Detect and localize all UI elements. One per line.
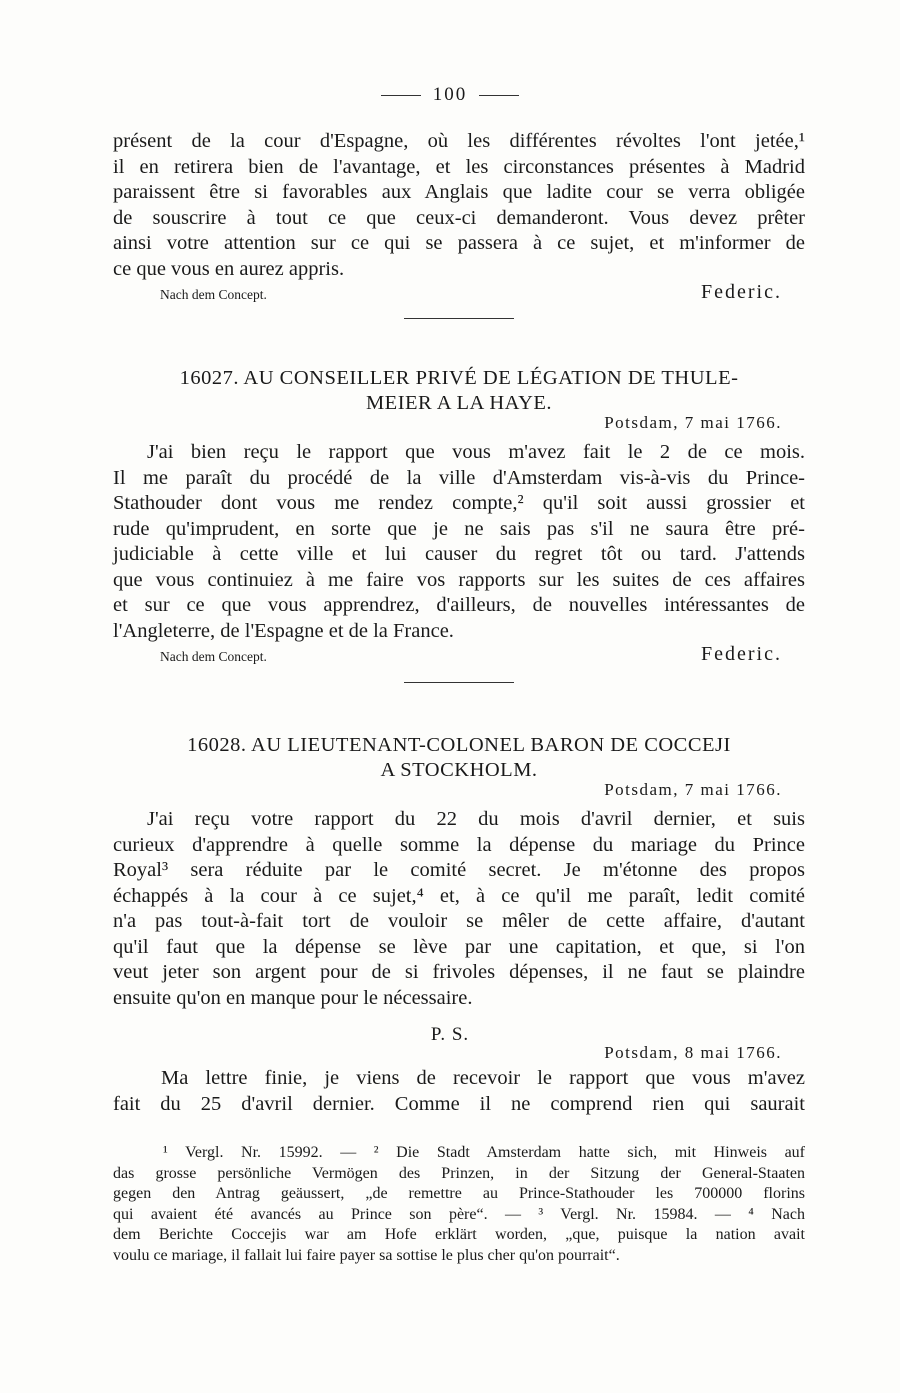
text-line: judiciable à cette ville et lui causer du regret tôt ou tard. J'attends (113, 543, 805, 565)
text-line: l'Angleterre, de l'Espagne et de la France. (113, 619, 454, 642)
separator-rule (404, 682, 514, 683)
signature: Federic. (701, 643, 782, 665)
text-line: ainsi votre attention sur ce qui se passera à ce sujet, et m'informer de (113, 232, 805, 254)
dateline: Potsdam, 7 mai 1766. (604, 780, 782, 799)
source-note: Nach dem Concept. (160, 649, 267, 664)
text-line: rude qu'imprudent, en sorte que je ne sais pas s'il ne saura être pré- (113, 517, 805, 540)
text-line: Il me paraît du procédé de la ville d'Amsterdam vis-à-vis du Prince- (113, 466, 805, 489)
separator-rule (404, 318, 514, 319)
signature: Federic. (701, 281, 782, 303)
postscript-body (113, 1066, 805, 1117)
heading-line: MEIER A LA HAYE. (365, 392, 553, 414)
page-number: 100 (432, 84, 468, 105)
text-line: Stathouder dont vous me rendez compte,² qu'il soit aussi grossier et (113, 492, 805, 514)
text-line: échappés à la cour à ce sujet,⁴ et, à ce qu'il me paraît, ledit comité (113, 884, 805, 907)
footnote-line: qui avaient été avancés au Prince son père“. — ³ Vergl. Nr. 15984. — ⁴ Nach (113, 1205, 805, 1223)
closing-row (160, 281, 782, 307)
footnote-line: gegen den Antrag geäussert, „de remettre au Prince-Stathouder les 700000 florins (113, 1185, 805, 1202)
heading-line: 16028. AU LIEUTENANT-COLONEL BARON DE COCCEJI (187, 734, 731, 756)
text-line: ce que vous en aurez appris. (113, 257, 345, 280)
text-line: que vous continuiez à me faire vos rapports sur les suites de ces affaires (113, 568, 805, 591)
text-line: de souscrire à tout ce que ceux-ci demanderont. Vous devez prêter (113, 206, 805, 229)
text-line: J'ai reçu votre rapport du 22 du mois d'avril dernier, et suis (147, 808, 805, 830)
footnote-line: dem Berichte Coccejis war am Hofe erklärt worden, „que, puisque la nation avait (113, 1226, 805, 1243)
text-line: Ma lettre finie, je viens de recevoir le rapport que vous m'avez (161, 1067, 805, 1089)
letter-body (113, 440, 805, 644)
footnote-line: voulu ce mariage, il fallait lui faire payer sa sottise le plus cher qu'on pourrait“. (113, 1246, 620, 1264)
postscript-dateline: Potsdam, 8 mai 1766. (604, 1043, 782, 1062)
closing-row (160, 643, 782, 669)
footnotes (113, 1143, 805, 1266)
footnote-line: ¹ Vergl. Nr. 15992. — ² Die Stadt Amsterdam hatte sich, mit Hinweis auf (163, 1144, 805, 1161)
text-line: et sur ce que vous apprendrez, d'ailleurs, de nouvelles intéressantes de (113, 594, 805, 616)
text-line: paraissent être si favorables aux Anglais que ladite cour se verra obligée (113, 181, 805, 203)
header-dash-left (381, 95, 421, 96)
text-line: J'ai bien reçu le rapport que vous m'avez fait le 2 de ce mois. (147, 441, 805, 463)
text-line: fait du 25 d'avril dernier. Comme il ne comprend rien qui saurait (113, 1092, 805, 1115)
dateline: Potsdam, 7 mai 1766. (604, 413, 782, 432)
page-header (0, 84, 900, 106)
text-line: présent de la cour d'Espagne, où les différentes révoltes l'ont jetée,¹ (113, 130, 805, 152)
source-note: Nach dem Concept. (160, 287, 267, 302)
text-line: n'a pas tout-à-fait tort de vouloir se mêler de cette affaire, d'autant (113, 910, 805, 932)
footnote-line: das grosse persönliche Vermögen des Prinzen, in der Sitzung der General-Staaten (113, 1164, 805, 1182)
letter-body (113, 807, 805, 1011)
text-line: curieux d'apprendre à quelle somme la dépense du mariage du Prince (113, 833, 805, 856)
letter-heading (113, 366, 805, 416)
heading-line: 16027. AU CONSEILLER PRIVÉ DE LÉGATION DE THULE- (179, 367, 739, 389)
continuation-paragraph (113, 129, 805, 282)
text-line: ensuite qu'on en manque pour le nécessaire. (113, 986, 473, 1009)
text-line: veut jeter son argent pour de si frivoles dépenses, il ne faut se plaindre (113, 961, 805, 983)
text-line: il en retirera bien de l'avantage, et les circonstances présentes à Madrid (113, 155, 805, 178)
postscript-label: P. S. (430, 1024, 470, 1045)
text-line: Royal³ sera réduite par le comité secret. Je m'étonne des propos (113, 859, 805, 881)
letter-heading (113, 733, 805, 783)
text-line: qu'il faut que la dépense se lève par une capitation, et que, si l'on (113, 935, 805, 958)
header-dash-right (479, 95, 519, 96)
heading-line: A STOCKHOLM. (380, 759, 538, 781)
